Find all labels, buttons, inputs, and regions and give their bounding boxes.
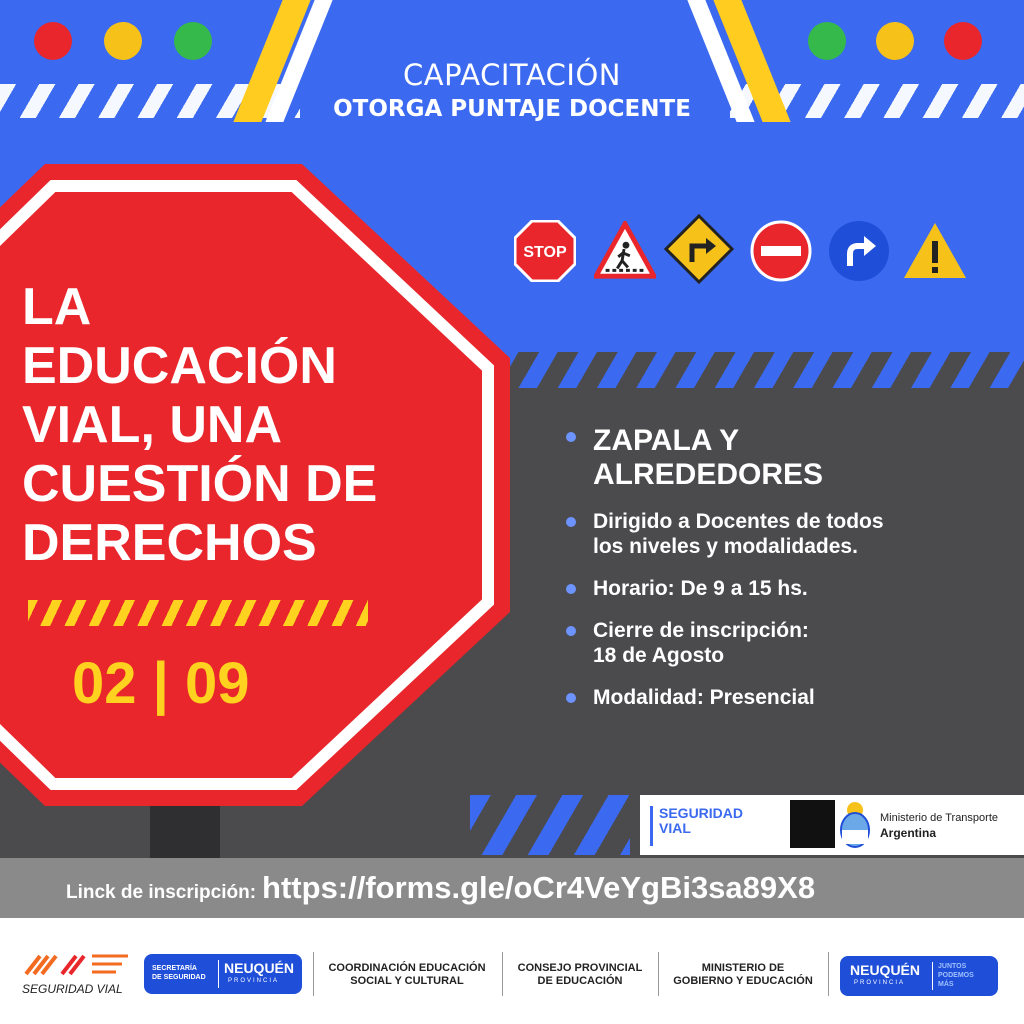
no-entry-icon xyxy=(750,220,812,282)
audience-line: Dirigido a Docentes de todos xyxy=(593,510,884,533)
bullet-icon xyxy=(566,626,576,636)
logo-text: JUNTOS xyxy=(938,963,967,970)
sv-logo-icon xyxy=(22,952,132,978)
pedestrian-crossing-icon xyxy=(594,220,656,282)
neuquen-juntos-logo xyxy=(840,956,998,996)
bullet-icon xyxy=(566,517,576,527)
logo-text: MINISTERIO DE xyxy=(701,962,785,974)
green-light-icon xyxy=(174,22,212,60)
header-title: CAPACITACIÓN xyxy=(403,58,621,92)
svg-text:STOP: STOP xyxy=(523,244,567,261)
logo-text: PROVINCIA xyxy=(854,980,906,986)
deadline-line: 18 de Agosto xyxy=(593,644,725,667)
registration-link[interactable]: https://forms.gle/oCr4VeYgBi3sa89X8 xyxy=(262,870,816,905)
bullet-icon xyxy=(566,584,576,594)
red-light-icon xyxy=(944,22,982,60)
divider xyxy=(218,960,219,988)
main-title xyxy=(22,278,492,573)
schedule-text: Horario: De 9 a 15 hs. xyxy=(593,577,808,600)
coordinacion-logo xyxy=(320,962,494,988)
green-light-icon xyxy=(808,22,846,60)
title-line: EDUCACIÓN xyxy=(22,337,337,395)
secretaria-text xyxy=(152,964,206,982)
ministerio-line: Ministerio de Transporte xyxy=(880,812,998,824)
list-item xyxy=(566,618,1006,668)
mode-text: Modalidad: Presencial xyxy=(593,686,815,709)
divider xyxy=(313,952,314,996)
logo-text: SEGURIDAD xyxy=(659,805,744,821)
info-list xyxy=(566,424,1006,727)
red-light-icon xyxy=(34,22,72,60)
blue-dashes xyxy=(500,352,1024,388)
bullet-icon xyxy=(566,432,576,442)
list-item xyxy=(566,424,1006,492)
logo-text: NEUQUÉN xyxy=(224,960,295,976)
neuquen-secretaria-logo xyxy=(144,954,302,994)
divider xyxy=(828,952,829,996)
logo-text: SECRETARÍA xyxy=(152,965,197,972)
link-label: Linck de inscripción: xyxy=(66,882,257,903)
yellow-light-icon xyxy=(104,22,142,60)
logo-text: PODEMOS xyxy=(938,972,974,979)
redacted-logo xyxy=(790,800,835,848)
blue-stripes xyxy=(470,795,630,855)
title-line: VIAL, UNA xyxy=(22,396,282,454)
divider xyxy=(502,952,503,996)
argentina-shield-icon xyxy=(838,800,872,848)
logo-text: PROVINCIA xyxy=(228,978,280,984)
divider xyxy=(932,962,933,990)
list-item xyxy=(566,685,1006,710)
title-line: DERECHOS xyxy=(22,514,317,572)
logo-text: CONSEJO PROVINCIAL xyxy=(517,962,643,974)
logo-text: NEUQUÉN xyxy=(850,962,921,978)
warning-icon xyxy=(902,220,968,282)
list-item xyxy=(566,576,1006,601)
turn-right-icon xyxy=(664,214,734,284)
seguridad-vial-logo xyxy=(650,806,770,846)
yellow-dashes xyxy=(28,600,368,626)
consejo-logo xyxy=(508,962,652,988)
link-row xyxy=(66,870,815,906)
right-turn-arrow-icon xyxy=(828,220,890,282)
logo-text: DE SEGURIDAD xyxy=(152,974,206,981)
logo-text: MÁS xyxy=(938,981,954,988)
deadline-line: Cierre de inscripción: xyxy=(593,619,809,642)
audience-text xyxy=(593,509,884,559)
bullet-icon xyxy=(566,693,576,703)
divider xyxy=(658,952,659,996)
logo-text: SEGURIDAD VIAL xyxy=(22,982,123,996)
juntos-text xyxy=(938,962,974,989)
deadline-text xyxy=(593,618,809,668)
list-item xyxy=(566,509,1006,559)
header-subtitle: OTORGA PUNTAJE DOCENTE xyxy=(333,96,691,122)
logo-text: DE EDUCACIÓN xyxy=(537,975,623,987)
logo-text: SOCIAL Y CULTURAL xyxy=(350,975,464,987)
logo-text: COORDINACIÓN EDUCACIÓN xyxy=(328,962,486,974)
audience-line: los niveles y modalidades. xyxy=(593,535,858,558)
stop-sign-icon xyxy=(514,220,576,282)
yellow-light-icon xyxy=(876,22,914,60)
logo-text: VIAL xyxy=(659,820,691,836)
ministerio-gobierno-logo xyxy=(662,962,824,988)
logo-text: GOBIERNO Y EDUCACIÓN xyxy=(673,975,813,987)
seguridad-vial-footer-logo xyxy=(22,952,136,996)
title-line: LA xyxy=(22,278,92,336)
location-text: ZAPALA Y ALREDEDORES xyxy=(593,424,824,491)
title-line: CUESTIÓN DE xyxy=(22,455,378,513)
ministerio-line: Argentina xyxy=(880,826,937,840)
event-date: 02 | 09 xyxy=(72,651,250,716)
